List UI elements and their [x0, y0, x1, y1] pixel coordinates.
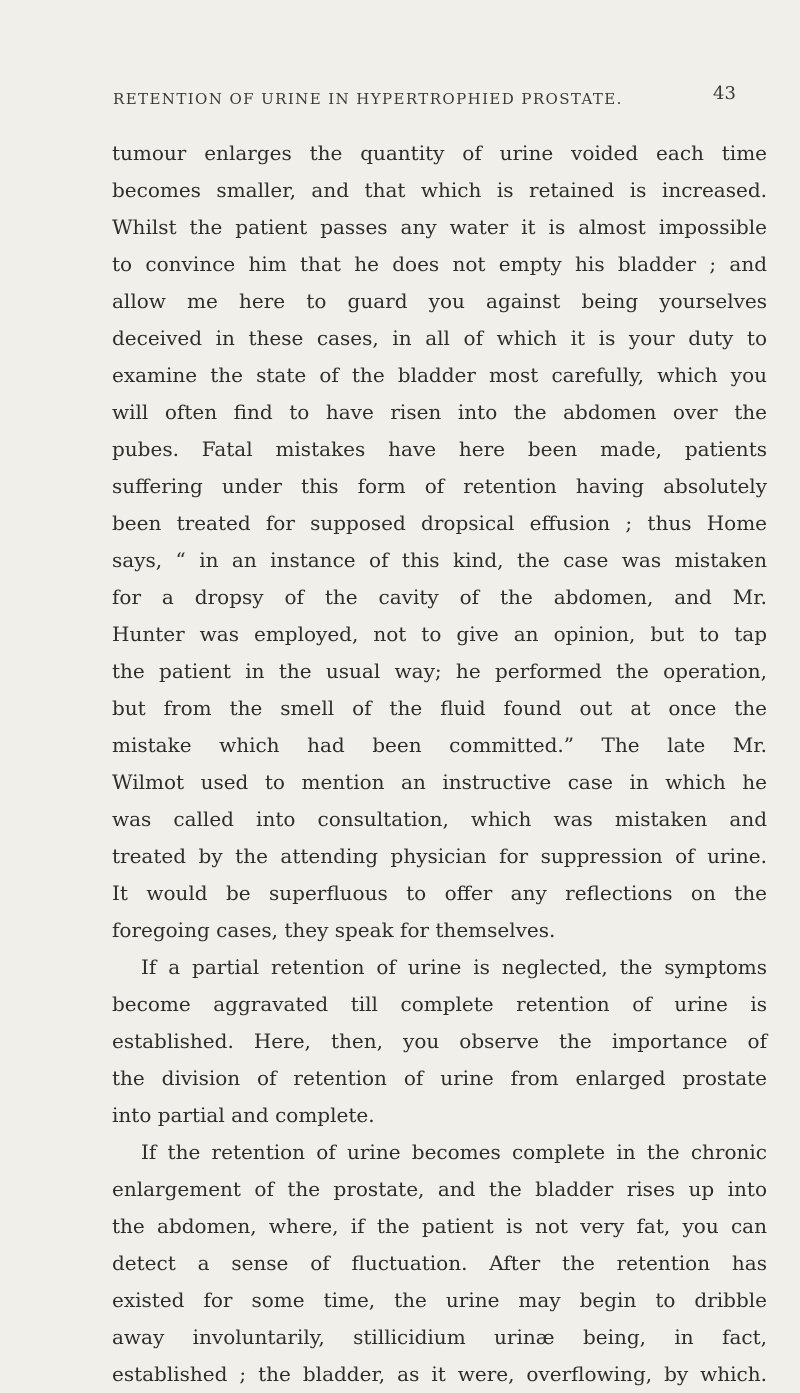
text-line: become aggravated till complete retention of urine is — [112, 992, 767, 1016]
text-line: says, “ in an instance of this kind, the case was mistaken — [112, 548, 767, 572]
text-line: allow me here to guard you against being yourselves — [112, 289, 767, 313]
text-line: Whilst the patient passes any water it is almost impossible — [112, 215, 767, 239]
text-line: established ; the bladder, as it were, overflowing, by which. — [112, 1362, 767, 1386]
text-line: deceived in these cases, in all of which it is your duty to — [112, 326, 767, 350]
text-line: tumour enlarges the quantity of urine voided each time — [112, 141, 767, 165]
text-line: detect a sense of fluctuation. After the retention has — [112, 1251, 767, 1275]
running-head — [113, 80, 763, 110]
text-line: treated by the attending physician for suppression of urine. — [112, 844, 767, 868]
text-line: the division of retention of urine from enlarged prostate — [112, 1066, 767, 1090]
text-line: pubes. Fatal mistakes have here been made, patients — [112, 437, 767, 461]
page-number: 43 — [713, 83, 736, 104]
text-line: If a partial retention of urine is neglected, the symptoms — [141, 955, 767, 979]
text-line: established. Here, then, you observe the importance of — [112, 1029, 767, 1053]
text-line: foregoing cases, they speak for themselves. — [112, 918, 556, 942]
text-line: for a dropsy of the cavity of the abdomen, and Mr. — [112, 585, 767, 609]
text-line: to convince him that he does not empty his bladder ; and — [112, 252, 767, 276]
text-line: Hunter was employed, not to give an opinion, but to tap — [112, 622, 767, 646]
text-line: mistake which had been committed.” The late Mr. — [112, 733, 767, 757]
text-line: the patient in the usual way; he performed the operation, — [112, 659, 767, 683]
text-line: was called into consultation, which was mistaken and — [112, 807, 767, 831]
text-line: away involuntarily, stillicidium urinæ being, in fact, — [112, 1325, 767, 1349]
text-line: been treated for supposed dropsical effusion ; thus Home — [112, 511, 767, 535]
text-line: Wilmot used to mention an instructive case in which he — [112, 770, 767, 794]
text-line: examine the state of the bladder most carefully, which you — [112, 363, 767, 387]
running-head-title: RETENTION OF URINE IN HYPERTROPHIED PROSTATE. — [113, 90, 623, 108]
text-line: the abdomen, where, if the patient is not very fat, you can — [112, 1214, 767, 1238]
text-line: into partial and complete. — [112, 1103, 375, 1127]
text-line: but from the smell of the fluid found out at once the — [112, 696, 767, 720]
body-text — [112, 135, 767, 1393]
text-line: existed for some time, the urine may begin to dribble — [112, 1288, 767, 1312]
text-line: enlargement of the prostate, and the bladder rises up into — [112, 1177, 767, 1201]
text-line: becomes smaller, and that which is retained is increased. — [112, 178, 767, 202]
text-line: suffering under this form of retention having absolutely — [112, 474, 767, 498]
text-line: It would be superfluous to offer any reflections on the — [112, 881, 767, 905]
text-line: will often find to have risen into the abdomen over the — [112, 400, 767, 424]
text-line: If the retention of urine becomes complete in the chronic — [141, 1140, 767, 1164]
